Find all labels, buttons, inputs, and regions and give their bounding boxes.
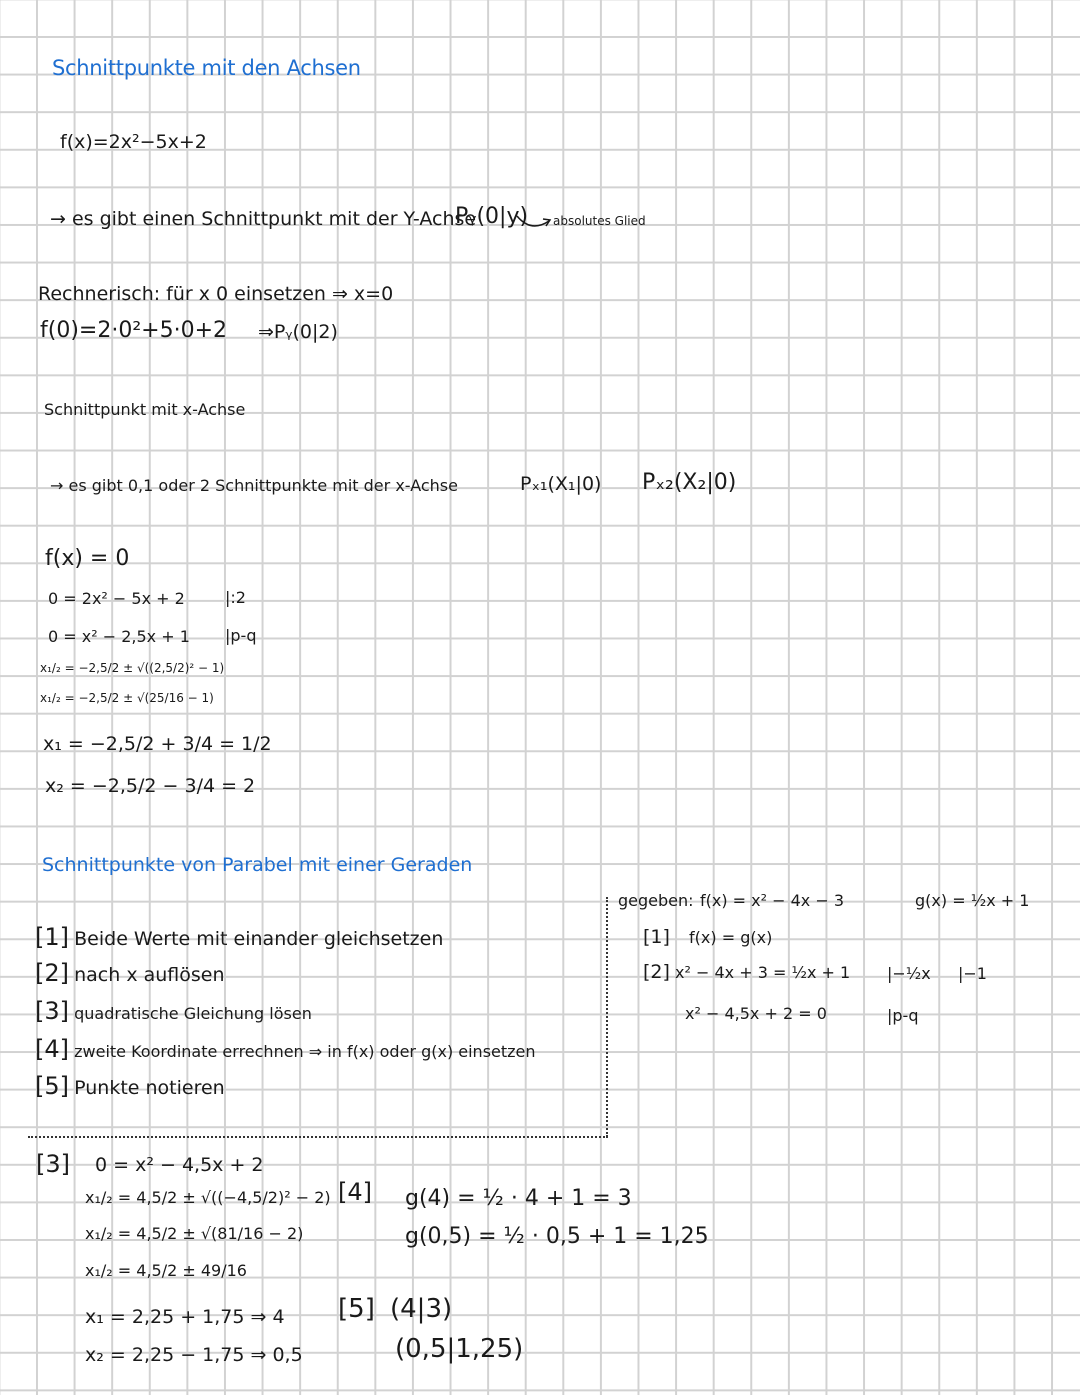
- calc-line: f(0)=2·0²+5·0+2: [40, 318, 227, 343]
- equation-step: x₂ = −2,5/2 − 3/4 = 2: [45, 775, 256, 797]
- x-axis-note: → es gibt 0,1 oder 2 Schnittpunkte mit der x-Achse: [50, 476, 458, 495]
- equation-step: g(4) = ½ · 4 + 1 = 3: [405, 1186, 632, 1211]
- procedure-item: [35, 1037, 536, 1061]
- procedure-item: [35, 961, 225, 985]
- curved-arrow-icon: [515, 213, 555, 233]
- step-number: [5]: [35, 1072, 70, 1100]
- equation-step: x₁/₂ = 4,5/2 ± √(81/16 − 2): [85, 1224, 304, 1243]
- y-intercept-point: Pᵧ(0|y): [455, 204, 529, 229]
- equation-step: 0 = x² − 2,5x + 1: [48, 627, 190, 646]
- equation-operation: |p-q: [887, 1006, 919, 1025]
- y-axis-note: → es gibt einen Schnittpunkt mit der Y-Achse: [50, 208, 477, 230]
- heading-parabola-line-intersection: Schnittpunkte von Parabel mit einer Geraden: [42, 854, 473, 876]
- given-label: gegeben:: [618, 891, 694, 910]
- equation-step: x₁ = 2,25 + 1,75 ⇒ 4: [85, 1306, 285, 1328]
- procedure-item: [35, 999, 312, 1023]
- step-number-5: [5]: [338, 1294, 375, 1324]
- step-text: nach x auflösen: [74, 964, 225, 986]
- equation-step: x₁/₂ = −2,5/2 ± √(25/16 − 1): [40, 691, 214, 705]
- calc-result: ⇒Pᵧ(0|2): [258, 321, 338, 343]
- result-point-2: (0,5|1,25): [395, 1334, 524, 1364]
- f-definition: f(x) = x² − 4x − 3: [700, 891, 845, 910]
- g-definition: g(x) = ½x + 1: [915, 891, 1030, 910]
- result-point-1: (4|3): [390, 1294, 453, 1324]
- equation-step: x₁ = −2,5/2 + 3/4 = 1/2: [43, 733, 272, 755]
- procedure-item: [35, 1074, 225, 1098]
- equation-step: x₂ = 2,25 − 1,75 ⇒ 0,5: [85, 1344, 303, 1366]
- step-text: zweite Koordinate errechnen ⇒ in f(x) oder g(x) einsetzen: [74, 1042, 536, 1061]
- step-number: [4]: [35, 1035, 70, 1063]
- dotted-divider-horizontal: [28, 1136, 608, 1138]
- x-intercept-point-1: Pₓ₁(X₁|0): [520, 473, 602, 495]
- equation-step: x² − 4,5x + 2 = 0: [685, 1004, 827, 1023]
- x-intercept-point-2: Pₓ₂(X₂|0): [642, 470, 737, 495]
- step-number: [2]: [35, 959, 70, 987]
- step-number: [1]: [643, 926, 670, 948]
- equation-step: g(0,5) = ½ · 0,5 + 1 = 1,25: [405, 1224, 709, 1249]
- step-number-4: [4]: [338, 1178, 373, 1206]
- calc-label: Rechnerisch: für x 0 einsetzen ⇒ x=0: [38, 283, 394, 305]
- equation-operation: |p-q: [225, 626, 257, 645]
- function-definition: f(x)=2x²−5x+2: [60, 131, 207, 153]
- equation-step: 0 = 2x² − 5x + 2: [48, 589, 185, 608]
- worked-step-2: [2] x² − 4x + 3 = ½x + 1: [643, 961, 851, 983]
- equation-step: 0 = x² − 4,5x + 2: [95, 1154, 264, 1176]
- step-text: Beide Werte mit einander gleichsetzen: [74, 928, 444, 950]
- equation-step: x₁/₂ = 4,5/2 ± √((−4,5/2)² − 2): [85, 1188, 331, 1207]
- step-text: quadratische Gleichung lösen: [74, 1004, 312, 1023]
- equation-step: x₁/₂ = −2,5/2 ± √((2,5/2)² − 1): [40, 661, 225, 675]
- heading-intersections-axes: Schnittpunkte mit den Achsen: [52, 56, 361, 80]
- absolute-term-label: absolutes Glied: [553, 214, 646, 228]
- step-number-3: [3]: [36, 1150, 71, 1178]
- step-number: [2]: [643, 961, 670, 983]
- equation-operation: |−½x: [887, 964, 931, 983]
- step-number: [1]: [35, 923, 70, 951]
- procedure-item: [35, 925, 443, 949]
- step-number: [3]: [35, 997, 70, 1025]
- dotted-divider-vertical: [606, 897, 608, 1137]
- equation-step: f(x) = 0: [45, 546, 130, 571]
- equation-operation: |:2: [225, 588, 246, 607]
- step-text: Punkte notieren: [74, 1077, 225, 1099]
- equation-step: x₁/₂ = 4,5/2 ± 49/16: [85, 1261, 247, 1280]
- equation-operation: |−1: [958, 964, 987, 983]
- heading-x-axis-intersection: Schnittpunkt mit x-Achse: [44, 400, 246, 419]
- worked-step-1: [1] f(x) = g(x): [643, 926, 773, 948]
